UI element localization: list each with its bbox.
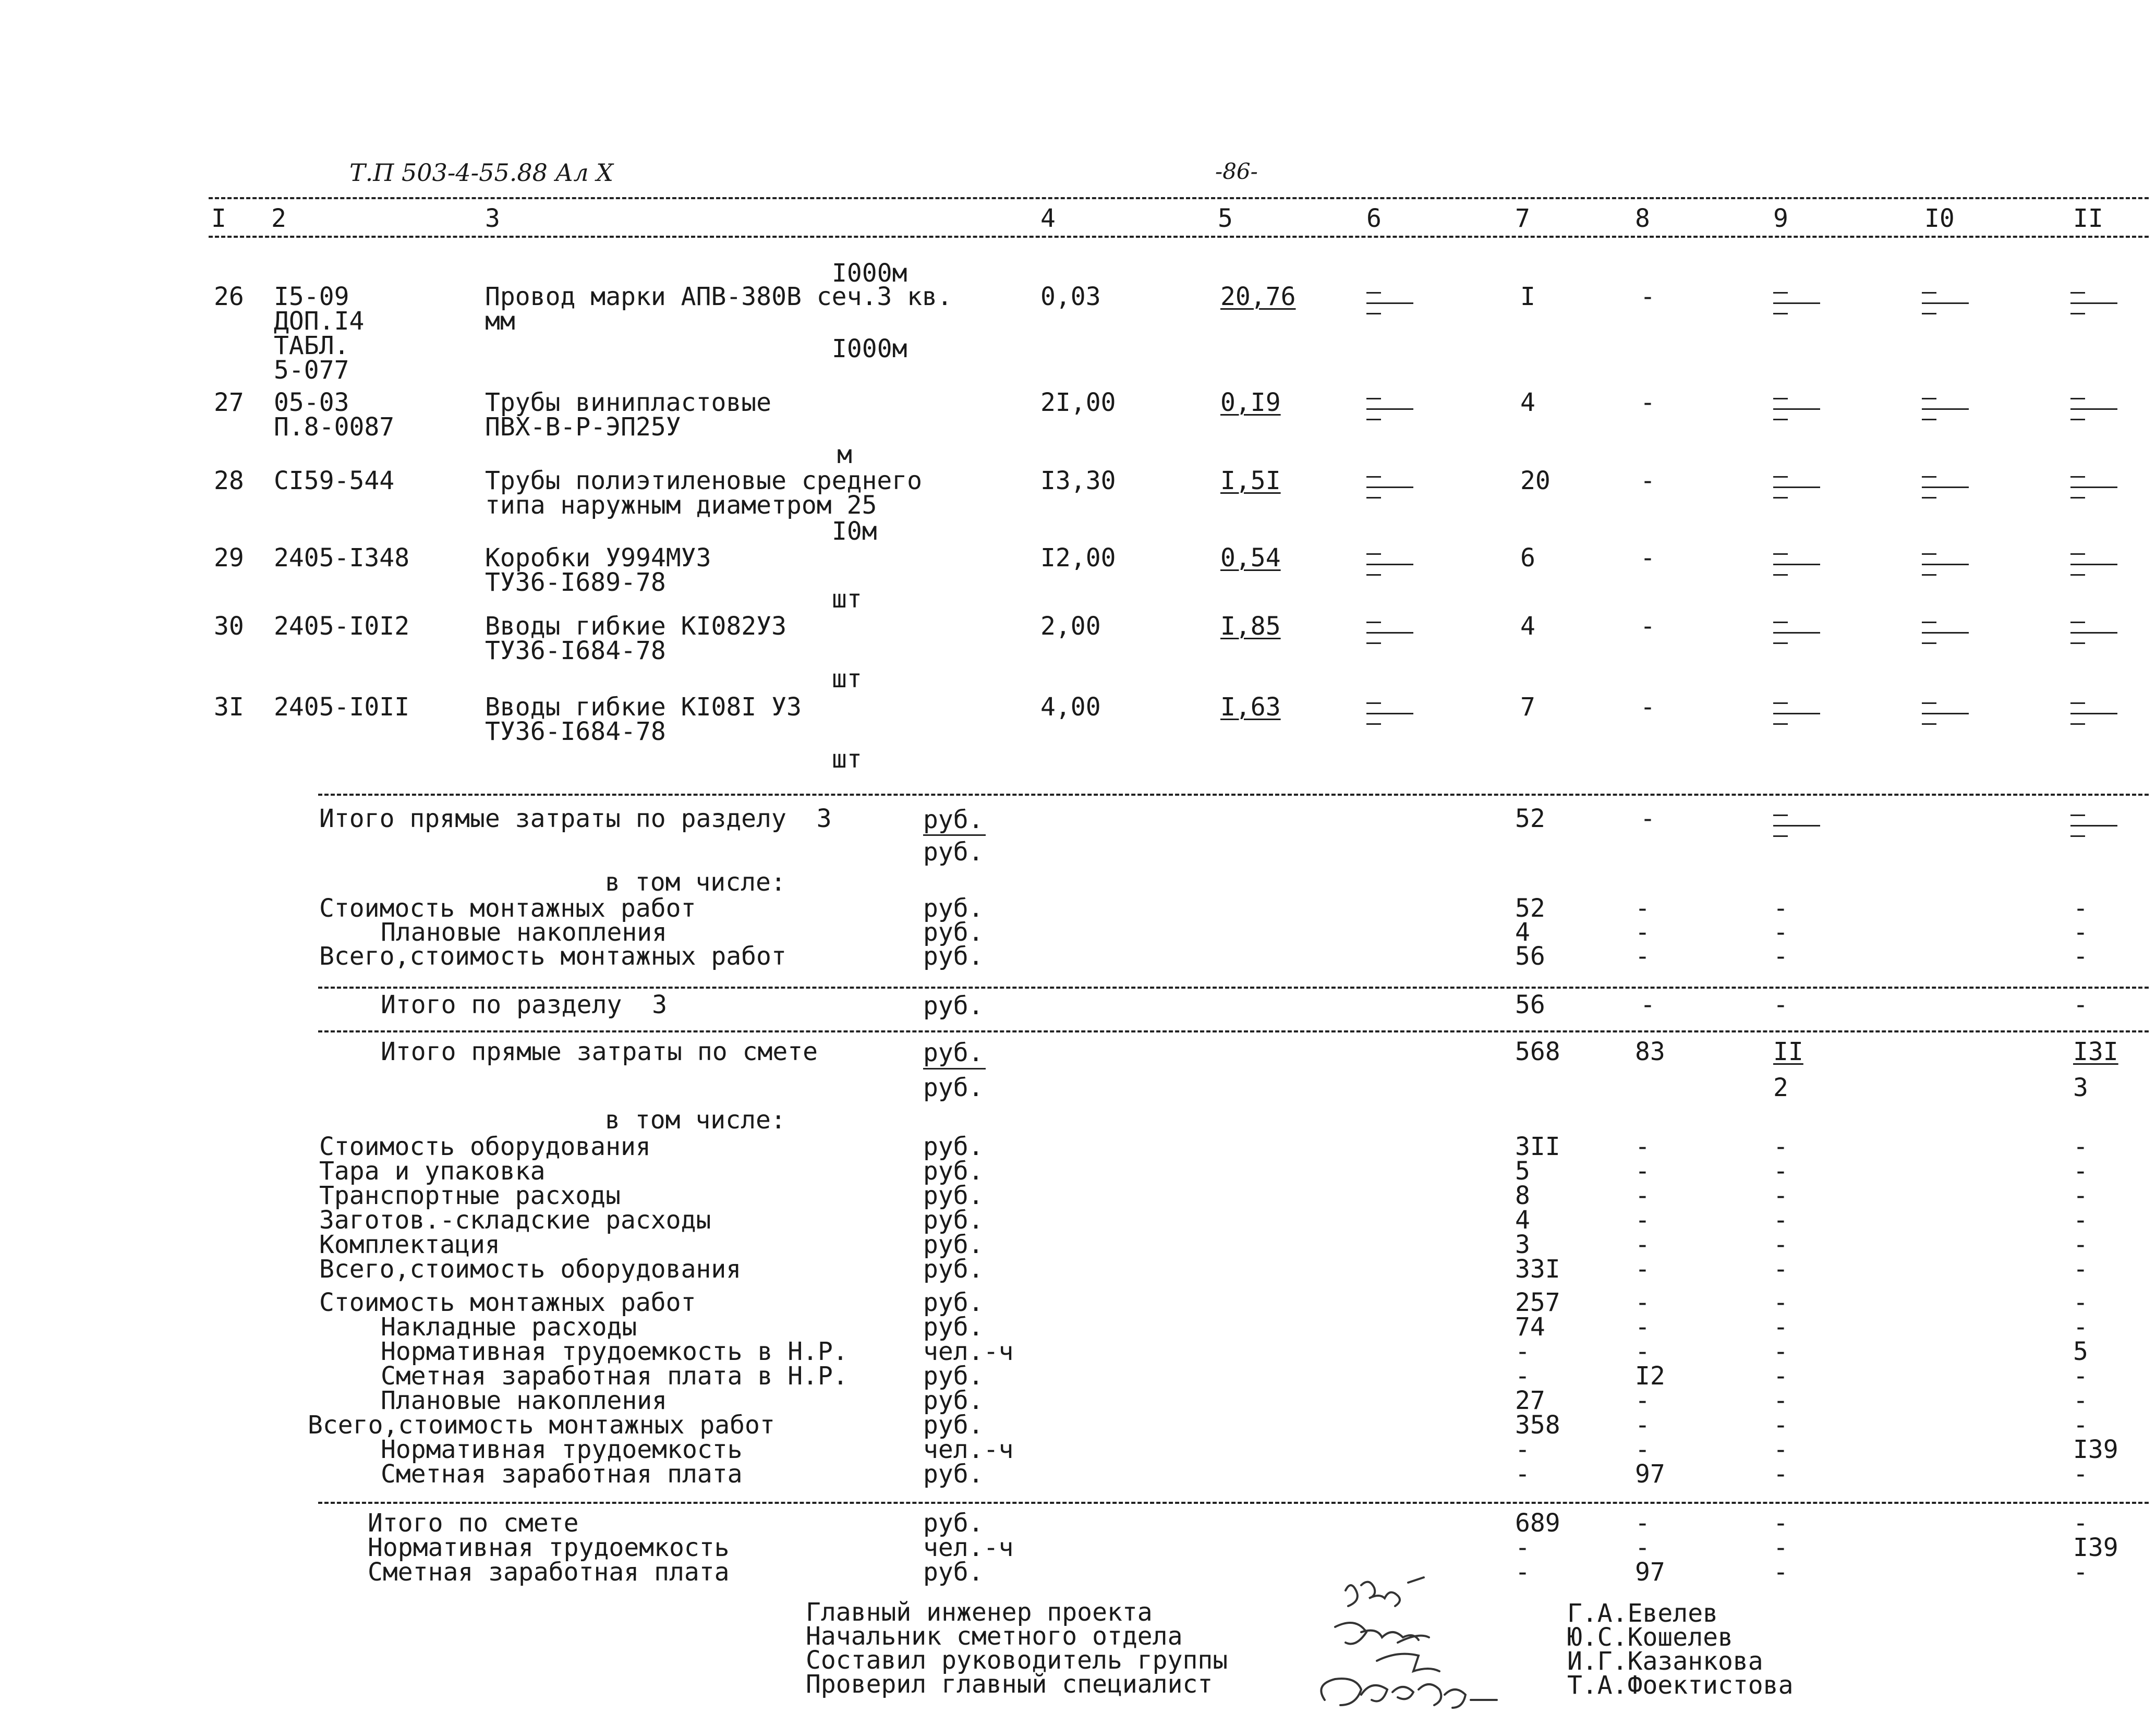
col11-cell: I3I bbox=[2073, 1037, 2118, 1066]
quantity-cell: I3,30 bbox=[1040, 466, 1116, 495]
col11-cell: - bbox=[2073, 918, 2088, 947]
signature-role: Проверил главный специалист bbox=[806, 1670, 1213, 1699]
col7-cell: - bbox=[1515, 1362, 1530, 1391]
col9-cell: - bbox=[1773, 1206, 1788, 1235]
unit-cell: руб. bbox=[923, 991, 984, 1020]
col8-cell: - bbox=[1635, 1230, 1650, 1259]
col8-cell: - bbox=[1640, 282, 1655, 311]
col7-cell: 5 bbox=[1515, 1157, 1530, 1186]
price-cell: I,5I bbox=[1220, 466, 1281, 495]
summary-label: Всего,стоимость оборудования bbox=[319, 1255, 742, 1284]
col7-cell: 7 bbox=[1520, 692, 1535, 722]
unit-cell: руб. bbox=[923, 1460, 984, 1489]
col9-cell: II bbox=[1773, 1037, 1803, 1066]
col11-cell: - bbox=[2073, 1132, 2088, 1161]
unit-cell: руб. bbox=[923, 1206, 984, 1235]
unit-cell: руб. bbox=[923, 1038, 984, 1067]
col9-cell: - bbox=[1773, 894, 1788, 923]
unit-cell: руб. bbox=[923, 1362, 984, 1391]
ditto-mark bbox=[2070, 622, 2117, 650]
code-line: 2405-I0II bbox=[274, 692, 410, 722]
code-line: 2405-I0I2 bbox=[274, 612, 410, 641]
unit-cell: руб. bbox=[923, 1157, 984, 1186]
col8-cell: - bbox=[1635, 918, 1650, 947]
col7-cell: 8 bbox=[1515, 1181, 1530, 1210]
item-name-line: типа наружным диаметром 25 bbox=[485, 491, 877, 520]
col7-cell: 568 bbox=[1515, 1037, 1560, 1066]
col11-cell: - bbox=[2073, 1362, 2088, 1391]
price-cell: I,63 bbox=[1220, 692, 1281, 722]
price-cell: 0,54 bbox=[1220, 543, 1281, 573]
quantity-cell: 4,00 bbox=[1040, 692, 1101, 722]
col8-cell: - bbox=[1635, 1337, 1650, 1366]
col-header-1: I bbox=[211, 204, 226, 233]
ditto-mark bbox=[1366, 553, 1413, 581]
item-name-line: мм bbox=[485, 307, 515, 336]
col9-cell: - bbox=[1773, 1509, 1788, 1538]
col8-cell: - bbox=[1635, 1312, 1650, 1342]
col11-cell: - bbox=[2073, 1206, 2088, 1235]
col-header-8: 8 bbox=[1635, 204, 1650, 233]
unit-cell: руб. bbox=[923, 1132, 984, 1161]
summary-label: Сметная заработная плата bbox=[368, 1558, 730, 1587]
item-name-line: ПВХ-В-Р-ЭП25У bbox=[485, 412, 681, 442]
summary-label: Накладные расходы bbox=[381, 1312, 637, 1342]
col11-cell: - bbox=[2073, 1411, 2088, 1440]
col7-cell: 4 bbox=[1515, 918, 1530, 947]
unit-cell: руб. bbox=[923, 918, 984, 947]
ditto-mark bbox=[1773, 622, 1820, 650]
ditto-mark bbox=[1366, 292, 1413, 320]
section-divider bbox=[318, 987, 2149, 989]
ditto-mark bbox=[2070, 292, 2117, 320]
unit-cell: шт bbox=[832, 664, 862, 694]
unit-cell: I000м bbox=[832, 334, 907, 363]
col8-cell: - bbox=[1640, 612, 1655, 641]
ditto-mark bbox=[1366, 398, 1413, 426]
col11-cell: - bbox=[2073, 894, 2088, 923]
unit-cell: руб. bbox=[923, 1255, 984, 1284]
section-divider bbox=[318, 1030, 2149, 1032]
col-header-2: 2 bbox=[271, 204, 286, 233]
col11-cell: - bbox=[2073, 1157, 2088, 1186]
col-header-10: I0 bbox=[1924, 204, 1955, 233]
item-name-line: Коробки У994МУЗ bbox=[485, 543, 711, 573]
col9-cell: - bbox=[1773, 1288, 1788, 1317]
col8-cell: 97 bbox=[1635, 1460, 1665, 1489]
row-number: 29 bbox=[214, 543, 244, 573]
col8-cell: - bbox=[1640, 990, 1655, 1019]
item-name-line: Вводы гибкие КI08I УЗ bbox=[485, 692, 802, 722]
col11-cell: - bbox=[2073, 1181, 2088, 1210]
col7-cell: 257 bbox=[1515, 1288, 1560, 1317]
col7-cell: - bbox=[1515, 1435, 1530, 1464]
including-label: в том числе: bbox=[605, 1105, 786, 1135]
col8-cell: - bbox=[1635, 1181, 1650, 1210]
col7-cell: 33I bbox=[1515, 1255, 1560, 1284]
col9-cell: - bbox=[1773, 1386, 1788, 1415]
col9-cell: 2 bbox=[1773, 1073, 1788, 1102]
ditto-mark bbox=[2070, 815, 2117, 843]
unit-cell: руб. bbox=[923, 1288, 984, 1317]
unit-cell: руб. bbox=[923, 942, 984, 971]
summary-label: Нормативная трудоемкость bbox=[381, 1435, 743, 1464]
col8-cell: 83 bbox=[1635, 1037, 1665, 1066]
code-line: ТАБЛ. bbox=[274, 331, 349, 360]
col11-cell: - bbox=[2073, 1386, 2088, 1415]
unit-cell: чел.-ч bbox=[923, 1337, 1014, 1366]
ditto-mark bbox=[1922, 292, 1969, 320]
summary-label: Всего,стоимость монтажных работ bbox=[319, 942, 786, 971]
ditto-mark bbox=[1366, 702, 1413, 731]
col11-cell: - bbox=[2073, 1230, 2088, 1259]
unit-cell: руб. bbox=[923, 1386, 984, 1415]
col7-cell: 20 bbox=[1520, 466, 1551, 495]
col9-cell: - bbox=[1773, 990, 1788, 1019]
price-cell: 20,76 bbox=[1220, 282, 1296, 311]
col7-cell: 6 bbox=[1520, 543, 1535, 573]
col9-cell: - bbox=[1773, 1362, 1788, 1391]
estimate-total-direct-label: Итого прямые затраты по смете bbox=[381, 1037, 818, 1066]
col-header-6: 6 bbox=[1366, 204, 1382, 233]
signature-role: Начальник сметного отдела bbox=[806, 1622, 1183, 1651]
col9-cell: - bbox=[1773, 1460, 1788, 1489]
item-name-line: ТУ36-I684-78 bbox=[485, 636, 666, 665]
col7-cell: - bbox=[1515, 1558, 1530, 1587]
signature-role: Составил руководитель группы bbox=[806, 1646, 1228, 1675]
col7-cell: 56 bbox=[1515, 990, 1545, 1019]
col8-cell: - bbox=[1640, 692, 1655, 722]
col8-cell: - bbox=[1635, 1386, 1650, 1415]
signature-role: Главный инженер проекта bbox=[806, 1598, 1153, 1627]
col8-cell: - bbox=[1640, 543, 1655, 573]
summary-label: Итого по смете bbox=[368, 1509, 579, 1538]
col7-cell: 74 bbox=[1515, 1312, 1545, 1342]
fraction-bar bbox=[923, 1068, 986, 1069]
col7-cell: 3 bbox=[1515, 1230, 1530, 1259]
col8-cell: - bbox=[1635, 1435, 1650, 1464]
code-line: I5-09 bbox=[274, 282, 349, 311]
col7-cell: - bbox=[1515, 1460, 1530, 1489]
col8-cell: 97 bbox=[1635, 1558, 1665, 1587]
ditto-mark bbox=[1773, 553, 1820, 581]
code-line: СI59-544 bbox=[274, 466, 395, 495]
item-name-line: ТУ36-I684-78 bbox=[485, 717, 666, 746]
ditto-mark bbox=[2070, 702, 2117, 731]
col8-cell: - bbox=[1640, 804, 1655, 833]
quantity-cell: 2,00 bbox=[1040, 612, 1101, 641]
col7-cell: 689 bbox=[1515, 1509, 1560, 1538]
ditto-mark bbox=[2070, 398, 2117, 426]
code-line: 5-077 bbox=[274, 356, 349, 385]
col8-cell: I2 bbox=[1635, 1362, 1665, 1391]
col9-cell: - bbox=[1773, 1435, 1788, 1464]
col11-cell: - bbox=[2073, 990, 2088, 1019]
ditto-mark bbox=[1773, 292, 1820, 320]
col7-cell: 4 bbox=[1520, 388, 1535, 417]
unit-cell: I000м bbox=[832, 259, 907, 288]
col9-cell: - bbox=[1773, 1312, 1788, 1342]
col11-cell: - bbox=[2073, 1558, 2088, 1587]
col9-cell: - bbox=[1773, 1558, 1788, 1587]
ditto-mark bbox=[1922, 702, 1969, 731]
col8-cell: - bbox=[1635, 1509, 1650, 1538]
unit-cell: шт bbox=[832, 585, 862, 614]
item-name-line: Трубы полиэтиленовые среднего bbox=[485, 466, 923, 495]
col8-cell: - bbox=[1635, 1157, 1650, 1186]
item-name-line: Провод марки АПВ-380В сеч.3 кв. bbox=[485, 282, 952, 311]
handwritten-signatures bbox=[1314, 1570, 1544, 1726]
quantity-cell: 0,03 bbox=[1040, 282, 1101, 311]
col11-cell: I39 bbox=[2073, 1533, 2118, 1562]
row-number: 30 bbox=[214, 612, 244, 641]
unit-cell: руб. bbox=[923, 805, 984, 834]
col9-cell: - bbox=[1773, 1533, 1788, 1562]
summary-label: Плановые накопления bbox=[381, 1386, 668, 1415]
ditto-mark bbox=[2070, 476, 2117, 504]
ditto-mark bbox=[1922, 476, 1969, 504]
signature-name: Ю.С.Кошелев bbox=[1567, 1623, 1733, 1652]
unit-cell: м bbox=[837, 440, 852, 469]
col11-cell: - bbox=[2073, 1509, 2088, 1538]
col9-cell: - bbox=[1773, 1411, 1788, 1440]
header-divider-bottom bbox=[209, 236, 2149, 238]
row-number: 26 bbox=[214, 282, 244, 311]
col7-cell: 52 bbox=[1515, 894, 1545, 923]
item-name-line: Вводы гибкие КI082УЗ bbox=[485, 612, 786, 641]
item-name-line: ТУ36-I689-78 bbox=[485, 568, 666, 597]
fraction-bar bbox=[923, 834, 986, 836]
code-line: 05-03 bbox=[274, 388, 349, 417]
header-divider-top bbox=[209, 197, 2149, 199]
unit-cell: чел.-ч bbox=[923, 1533, 1014, 1562]
row-number: 3I bbox=[214, 692, 244, 722]
ditto-mark bbox=[1773, 476, 1820, 504]
including-label: в том числе: bbox=[605, 868, 786, 897]
col11-cell: - bbox=[2073, 1460, 2088, 1489]
unit-cell: шт bbox=[832, 745, 862, 774]
price-cell: I,85 bbox=[1220, 612, 1281, 641]
summary-label: Стоимость оборудования bbox=[319, 1132, 651, 1161]
quantity-cell: I2,00 bbox=[1040, 543, 1116, 573]
summary-label: Нормативная трудоемкость bbox=[368, 1533, 730, 1562]
col7-cell: 4 bbox=[1520, 612, 1535, 641]
col9-cell: - bbox=[1773, 918, 1788, 947]
summary-label: Транспортные расходы bbox=[319, 1181, 621, 1210]
price-cell: 0,I9 bbox=[1220, 388, 1281, 417]
unit-cell: руб. bbox=[923, 837, 984, 867]
col-header-11: II bbox=[2073, 204, 2103, 233]
signature-name: Г.А.Евелев bbox=[1567, 1599, 1718, 1628]
col9-cell: - bbox=[1773, 1337, 1788, 1366]
row-number: 27 bbox=[214, 388, 244, 417]
col7-cell: 3II bbox=[1515, 1132, 1560, 1161]
col11-cell: 3 bbox=[2073, 1073, 2088, 1102]
code-line: 2405-I348 bbox=[274, 543, 410, 573]
code-line: ДОП.I4 bbox=[274, 307, 365, 336]
unit-cell: чел.-ч bbox=[923, 1435, 1014, 1464]
summary-label: Стоимость монтажных работ bbox=[319, 1288, 696, 1317]
ditto-mark bbox=[1773, 702, 1820, 731]
ditto-mark bbox=[1773, 815, 1820, 843]
col8-cell: - bbox=[1635, 1206, 1650, 1235]
ditto-mark bbox=[1922, 622, 1969, 650]
unit-cell: руб. bbox=[923, 1181, 984, 1210]
col8-cell: - bbox=[1635, 942, 1650, 971]
summary-label: Плановые накопления bbox=[381, 918, 668, 947]
unit-cell: руб. bbox=[923, 1411, 984, 1440]
ditto-mark bbox=[1366, 622, 1413, 650]
col7-cell: - bbox=[1515, 1337, 1530, 1366]
col8-cell: - bbox=[1640, 388, 1655, 417]
col7-cell: 52 bbox=[1515, 804, 1545, 833]
unit-cell: руб. bbox=[923, 1558, 984, 1587]
col-header-9: 9 bbox=[1773, 204, 1788, 233]
col-header-4: 4 bbox=[1040, 204, 1056, 233]
col11-cell: I39 bbox=[2073, 1435, 2118, 1464]
col9-cell: - bbox=[1773, 1230, 1788, 1259]
signature-name: Т.А.Фоектистова bbox=[1567, 1671, 1794, 1700]
ditto-mark bbox=[1366, 476, 1413, 504]
document-code: Т.П 503-4-55.88 Ал Х bbox=[349, 159, 613, 187]
summary-label: Комплектация bbox=[319, 1230, 500, 1259]
col11-cell: - bbox=[2073, 942, 2088, 971]
col-header-3: 3 bbox=[485, 204, 500, 233]
unit-cell: руб. bbox=[923, 1230, 984, 1259]
ditto-mark bbox=[1922, 398, 1969, 426]
col11-cell: - bbox=[2073, 1288, 2088, 1317]
col7-cell: 358 bbox=[1515, 1411, 1560, 1440]
page-number: -86- bbox=[1215, 159, 1258, 184]
section-total-label: Итого по разделу 3 bbox=[381, 990, 668, 1019]
summary-label: Всего,стоимость монтажных работ bbox=[308, 1411, 775, 1440]
item-name-line: Трубы винипластовые bbox=[485, 388, 772, 417]
col8-cell: - bbox=[1635, 894, 1650, 923]
unit-cell: руб. bbox=[923, 1509, 984, 1538]
summary-label: Нормативная трудоемкость в Н.Р. bbox=[381, 1337, 848, 1366]
col9-cell: - bbox=[1773, 1255, 1788, 1284]
code-line: П.8-0087 bbox=[274, 412, 395, 442]
summary-label: Заготов.-складские расходы bbox=[319, 1206, 711, 1235]
col8-cell: - bbox=[1640, 466, 1655, 495]
ditto-mark bbox=[1773, 398, 1820, 426]
col8-cell: - bbox=[1635, 1288, 1650, 1317]
col9-cell: - bbox=[1773, 1157, 1788, 1186]
quantity-cell: 2I,00 bbox=[1040, 388, 1116, 417]
col9-cell: - bbox=[1773, 1181, 1788, 1210]
col11-cell: - bbox=[2073, 1255, 2088, 1284]
summary-label: Сметная заработная плата в Н.Р. bbox=[381, 1362, 848, 1391]
col-header-5: 5 bbox=[1218, 204, 1233, 233]
col11-cell: - bbox=[2073, 1312, 2088, 1342]
col8-cell: - bbox=[1635, 1132, 1650, 1161]
unit-cell: I0м bbox=[832, 517, 877, 546]
section-total-direct-label: Итого прямые затраты по разделу 3 bbox=[319, 804, 832, 833]
col8-cell: - bbox=[1635, 1255, 1650, 1284]
col7-cell: 4 bbox=[1515, 1206, 1530, 1235]
col9-cell: - bbox=[1773, 942, 1788, 971]
summary-label: Тара и упаковка bbox=[319, 1157, 546, 1186]
section-divider bbox=[318, 794, 2149, 796]
row-number: 28 bbox=[214, 466, 244, 495]
col8-cell: - bbox=[1635, 1533, 1650, 1562]
ditto-mark bbox=[1922, 553, 1969, 581]
col-header-7: 7 bbox=[1515, 204, 1530, 233]
col11-cell: 5 bbox=[2073, 1337, 2088, 1366]
summary-label: Стоимость монтажных работ bbox=[319, 894, 696, 923]
col7-cell: - bbox=[1515, 1533, 1530, 1562]
unit-cell: руб. bbox=[923, 894, 984, 923]
col7-cell: 56 bbox=[1515, 942, 1545, 971]
col8-cell: - bbox=[1635, 1411, 1650, 1440]
ditto-mark bbox=[2070, 553, 2117, 581]
col7-cell: I bbox=[1520, 282, 1535, 311]
summary-label: Сметная заработная плата bbox=[381, 1460, 743, 1489]
signature-name: И.Г.Казанкова bbox=[1567, 1647, 1763, 1676]
unit-cell: руб. bbox=[923, 1073, 984, 1102]
section-divider bbox=[318, 1502, 2149, 1504]
unit-cell: руб. bbox=[923, 1312, 984, 1342]
col7-cell: 27 bbox=[1515, 1386, 1545, 1415]
col9-cell: - bbox=[1773, 1132, 1788, 1161]
